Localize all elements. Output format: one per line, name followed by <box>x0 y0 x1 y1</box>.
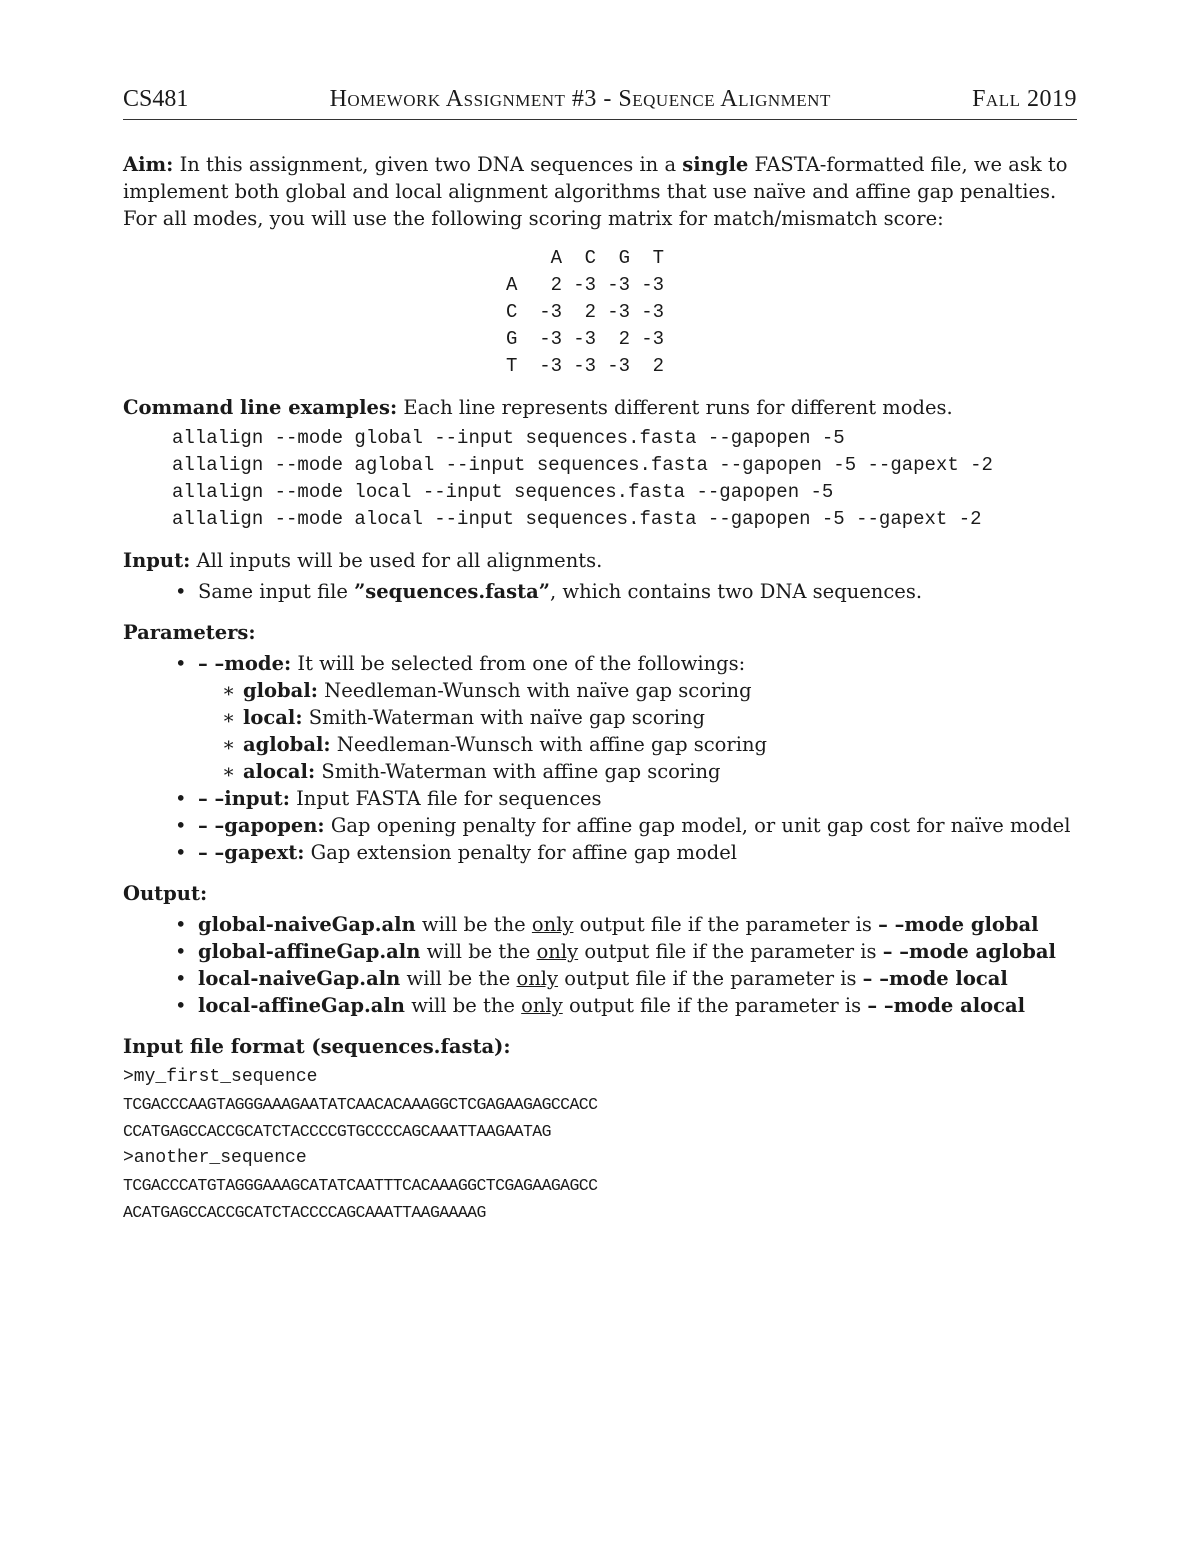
output-section: Output: • global-naiveGap.aln will be the only output file if the parameter is – –mode global • global-affineGap.aln will be the only output file if the parameter is – –mode aglobal • local-naiveGap.aln will be the only output file if the parameter is – –mode local • local-affineGap.aln will be the only output file if the parameter is – –mode alocal <box>123 880 1077 1019</box>
fasta-sequence-line: CCATGAGCCACCGCATCTACCCCGTGCCCCAGCAAATTAAGAATAG <box>123 1122 551 1141</box>
input-section: Input: All inputs will be used for all alignments. • Same input file ”sequences.fasta”, which contains two DNA sequences. <box>123 547 1077 605</box>
fasta-sequence-line: TCGACCCATGTAGGGAAAGCATATCAATTTCACAAAGGCTCGAGAAGAGCC <box>123 1176 598 1195</box>
aim-label: Aim: <box>123 153 174 176</box>
course-code: CS481 <box>123 86 189 112</box>
list-item: • – –mode: It will be selected from one of the followings: ∗ global: Needleman-Wunsch with naïve gap scoring ∗ local: Smith-Waterman with naïve gap scoring ∗ aglobal: Needleman-Wunsch with affine gap scoring ∗ alocal: Smith-Waterman with affine gap scoring <box>123 650 1077 785</box>
matrix-header-row: A C G T <box>550 247 664 269</box>
command-line: allalign --mode alocal --input sequences.fasta --gapopen -5 --gapext -2 <box>172 508 982 530</box>
list-item: • global-affineGap.aln will be the only output file if the parameter is – –mode aglobal <box>123 938 1077 965</box>
list-item: • local-naiveGap.aln will be the only output file if the parameter is – –mode local <box>123 965 1077 992</box>
list-item: ∗ local: Smith-Waterman with naïve gap scoring <box>198 704 1077 731</box>
list-item: • – –gapopen: Gap opening penalty for affine gap model, or unit gap cost for naïve model <box>123 812 1077 839</box>
aim-paragraph: Aim: In this assignment, given two DNA sequences in a single FASTA-formatted file, we ask to implement both global and local alignment algorithms that use naïve and affine gap penalties. For all modes, you will use the following scoring matrix for match/mismatch score: <box>123 153 1068 230</box>
command-line: allalign --mode aglobal --input sequences.fasta --gapopen -5 --gapext -2 <box>172 454 993 476</box>
list-item: ∗ alocal: Smith-Waterman with affine gap scoring <box>198 758 1077 785</box>
fasta-example <box>123 1064 1077 1226</box>
fasta-header-line: >my_first_sequence <box>123 1067 318 1087</box>
fasta-section: Input file format (sequences.fasta): >my_first_sequence TCGACCCAAGTAGGGAAAGAATATCAACACAAAGGCTCGAGAAGAGCCACC CCATGAGCCACCGCATCTACCCCGTGCCCCAGCAAATTAAGAATAG >another_sequence TCGACCCATGTAGGGAAAGCATATCAATTTCACAAAGGCTCGAGAAGAGCC ACATGAGCCACCGCATCTACCCCAGCAAATTAAGAAAAG <box>123 1033 1077 1226</box>
document-page <box>123 86 1077 1226</box>
command-line: allalign --mode local --input sequences.fasta --gapopen -5 <box>172 481 834 503</box>
page-header <box>123 86 1077 120</box>
parameters-section: Parameters: • – –mode: It will be selected from one of the followings: ∗ global: Needleman-Wunsch with naïve gap scoring ∗ local: Smith-Waterman with naïve gap scoring ∗ aglobal: Needleman-Wunsch with affine gap scoring ∗ alocal: Smith-Waterman with affine gap scoring • – –input: Input FASTA file for sequences • – –gapopen: Gap opening penalty for affine gap model, or unit gap cost for naïve model • – –gapext: Gap extension penalty for affine gap model <box>123 619 1077 866</box>
matrix-row: A 2 -3 -3 -3 <box>506 274 664 296</box>
command-examples-section: Command line examples: Each line represents different runs for different modes. allalign --mode global --input sequences.fasta --gapopen -5 allalign --mode aglobal --input sequences.fasta --gapopen -5 --gapext -2 allalign --mode local --input sequences.fasta --gapopen -5 allalign --mode alocal --input sequences.fasta --gapopen -5 --gapext -2 <box>123 394 1077 533</box>
assignment-title: Homework Assignment #3 - Sequence Alignment <box>329 86 831 112</box>
list-item: • local-affineGap.aln will be the only output file if the parameter is – –mode alocal <box>123 992 1077 1019</box>
list-item: • global-naiveGap.aln will be the only output file if the parameter is – –mode global <box>123 911 1077 938</box>
fasta-sequence-line: ACATGAGCCACCGCATCTACCCCAGCAAATTAAGAAAAG <box>123 1203 486 1222</box>
term: Fall 2019 <box>972 86 1077 112</box>
scoring-matrix <box>506 245 1077 380</box>
matrix-row: G -3 -3 2 -3 <box>506 328 664 350</box>
matrix-row: C -3 2 -3 -3 <box>506 301 664 323</box>
fasta-sequence-line: TCGACCCAAGTAGGGAAAGAATATCAACACAAAGGCTCGAGAAGAGCCACC <box>123 1095 598 1114</box>
list-item: • – –gapext: Gap extension penalty for affine gap model <box>123 839 1077 866</box>
list-item: • – –input: Input FASTA file for sequences <box>123 785 1077 812</box>
command-line: allalign --mode global --input sequences.fasta --gapopen -5 <box>172 427 845 449</box>
command-lines <box>172 425 1077 533</box>
matrix-row: T -3 -3 -3 2 <box>506 355 664 377</box>
fasta-header-line: >another_sequence <box>123 1148 307 1168</box>
list-item: ∗ global: Needleman-Wunsch with naïve gap scoring <box>198 677 1077 704</box>
list-item: ∗ aglobal: Needleman-Wunsch with affine gap scoring <box>198 731 1077 758</box>
list-item: • Same input file ”sequences.fasta”, which contains two DNA sequences. <box>123 578 1077 605</box>
